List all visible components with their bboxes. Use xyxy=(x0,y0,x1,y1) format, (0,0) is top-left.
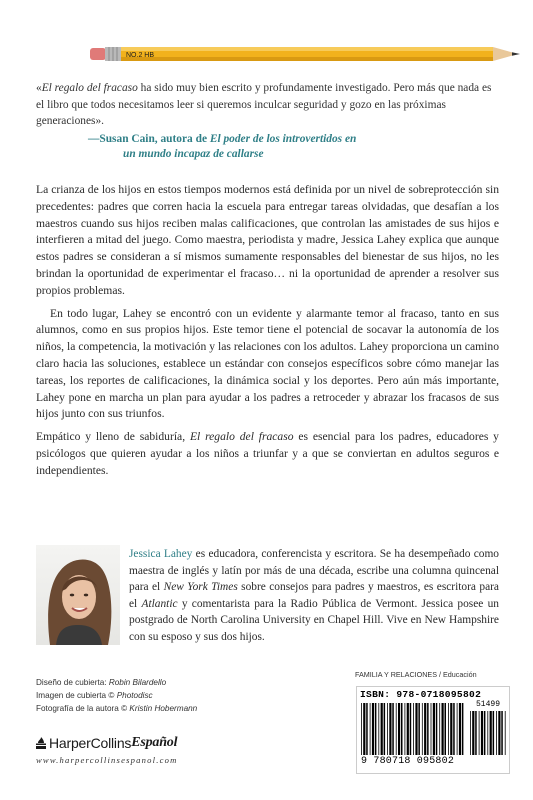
cover-credits xyxy=(36,676,286,715)
isbn-label: ISBN: 978-0718095802 xyxy=(360,689,482,700)
credit-author-photo: Fotografía de la autora © Kristin Hobermann xyxy=(36,704,198,713)
credit-cover-image: Imagen de cubierta © Photodisc xyxy=(36,691,153,700)
addon-barcode-bars-icon xyxy=(470,711,506,755)
author-bio: Jessica Lahey es educadora, conferencista y escritora. Se ha desempeñado como maestra de inglés y latín por más de una década, escribe una columna quincenal para el New York Times sobre consejos para padres y maestros, es escritora para el Atlantic y comentarista para la Radio Pública de Vermont. Jessica posee un postgrado de North Carolina University en Chapel Hill. Vive en New Hampshire con su esposo y sus dos hijos. xyxy=(129,548,499,643)
pencil-icon xyxy=(88,44,528,64)
barcode-number: 9 780718 095802 xyxy=(361,756,455,767)
publisher-logo: HarperCollins Español xyxy=(36,735,177,751)
credit-cover-design: Diseño de cubierta: Robin Bilardello xyxy=(36,678,167,687)
publisher-website: www.harpercollinsespanol.com xyxy=(36,755,178,765)
price-addon-code: 51499 xyxy=(476,700,501,709)
endorsement-quote: «El regalo del fracaso ha sido muy bien escrito y profundamente investigado. Pero más que nada es el libro que todos necesitamos leer si queremos inculcar seguridad y gozo en las próximas generaciones». —Susan Cain, autora de El poder de los introvertidos en un mundo incapaz de callarse xyxy=(36,80,499,163)
barcode-bars-icon xyxy=(361,703,465,755)
book-description xyxy=(36,182,499,486)
harpercollins-flame-icon xyxy=(36,737,46,749)
bisac-category: FAMILIA Y RELACIONES / Educación xyxy=(355,670,477,679)
description-paragraph-2: En todo lugar, Lahey se encontró con un evidente y alarmante temor al fracaso, tanto en sus alumnos, como en sus propios hijos. Este temor tiene el potencial de socavar la autonomía de los niños, la competencia, la motivación y las relaciones con los adultos. Lahey proporciona un camino claro hacia las soluciones, establece un estándar con consejos específicos sobre cómo manejar las tareas, los reportes de calificaciones, la dinámica social y los deportes. Pero aún más importante, Lahey pone en marcha un plan para ayudar a los padres a retroceder y abrazar los fracasos de sus hijos junto con sus triunfos. xyxy=(36,306,499,421)
quote-attribution: —Susan Cain, autora de El poder de los introvertidos en un mundo incapaz de callarse xyxy=(88,132,357,161)
description-paragraph-1: La crianza de los hijos en estos tiempos modernos está definida por un nivel de sobreprotección sin precedentes: padres que corren hacia la escuela para entregar tareas olvidadas, que desafían a los maestros cuando sus hijos reciben malas calificaciones, que controlan las amistades de sus hijos e interfieren a mitad del juego. Como maestra, periodista y madre, Jessica Lahey explica que aunque estos padres se consideran a sí mismos sumamente responsables del bienestar de sus hijos, no les brindan la oportunidad de experimentar el fracaso… ni la oportunidad de aprender a resolver sus propios problemas. xyxy=(36,183,499,297)
svg-text:NO.2 HB: NO.2 HB xyxy=(126,52,155,59)
author-name: Jessica Lahey xyxy=(129,548,193,560)
quote-book-title: El regalo del fracaso xyxy=(41,82,138,94)
description-paragraph-3: Empático y lleno de sabiduría, El regalo del fracaso es esencial para los padres, educadores y psicólogos que quieren ayudar a los niños a triunfar y a que se conviertan en adultos seguros e independientes. xyxy=(36,430,499,477)
author-photo xyxy=(36,545,120,645)
